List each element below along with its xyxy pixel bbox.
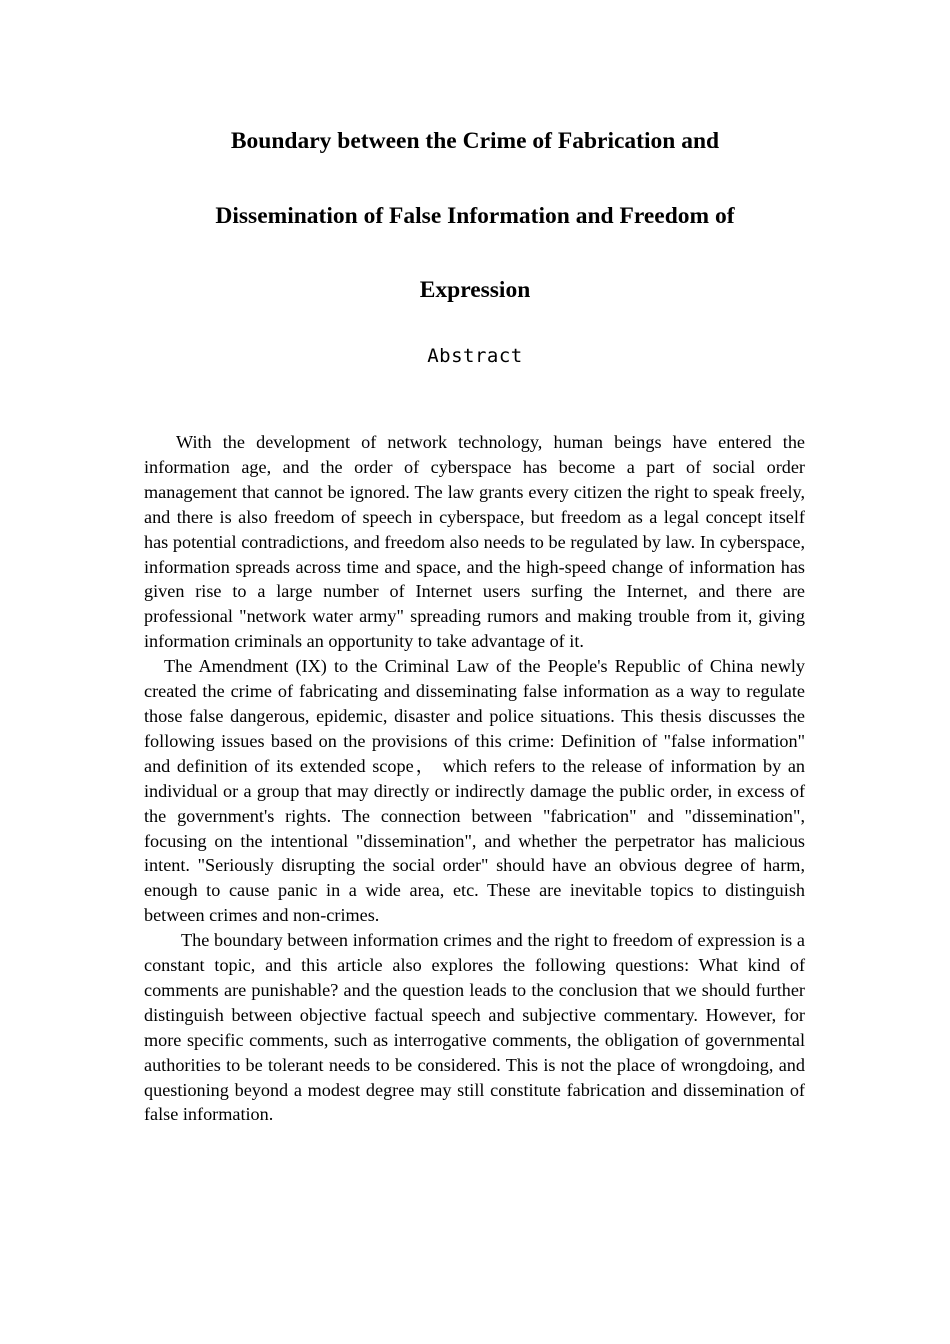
abstract-heading: Abstract — [427, 345, 523, 367]
title-line-3: Expression — [419, 277, 531, 303]
paragraph-1: With the development of network technology, human beings have entered the information age, and the order of cyberspace has become a part of social order management that cannot be ignored. The law grants every citizen the right to speak freely, and there is also freedom of speech in cyberspace, but freedom as a legal concept itself has potential contradictions, and freedom also needs to be regulated by law. In cyberspace, information spreads across time and space, and the high-speed change of information has given rise to a large number of Internet users surfing the Internet, and there are professional "network water army" spreading rumors and making trouble from it, giving information criminals an opportunity to take advantage of it. — [144, 432, 805, 652]
title-line-2: Dissemination of False Information and Freedom of — [215, 203, 735, 229]
title-line-1: Boundary between the Crime of Fabrication and — [230, 128, 720, 154]
paragraph-3: The boundary between information crimes and the right to freedom of expression is a constant topic, and this article also explores the following questions: What kind of comments are punishable? and the question leads to the conclusion that we should further distinguish between objective factual speech and subjective commentary. However, for more specific comments, such as interrogative comments, the obligation of governmental authorities to be tolerant needs to be considered. This is not the place of wrongdoing, and questioning beyond a modest degree may still constitute fabrication and dissemination of false information. — [144, 930, 805, 1125]
abstract-body — [144, 430, 805, 1127]
paragraph-2: The Amendment (IX) to the Criminal Law of the People's Republic of China newly created the crime of fabricating and disseminating false information as a way to regulate those false dangerous, epidemic, disaster and police situations. This thesis discusses the following issues based on the provisions of this crime: Definition of "false information" and definition of its extended scope， which refers to the release of information by an individual or a group that may directly or indirectly damage the public order, in excess of the government's rights. The connection between "fabrication" and "dissemination", focusing on the intentional "dissemination", and whether the perpetrator has malicious intent. "Seriously disrupting the social order" should have an obvious degree of harm, enough to cause panic in a wide area, etc. These are inevitable topics to distinguish between crimes and non-crimes. — [144, 656, 805, 926]
